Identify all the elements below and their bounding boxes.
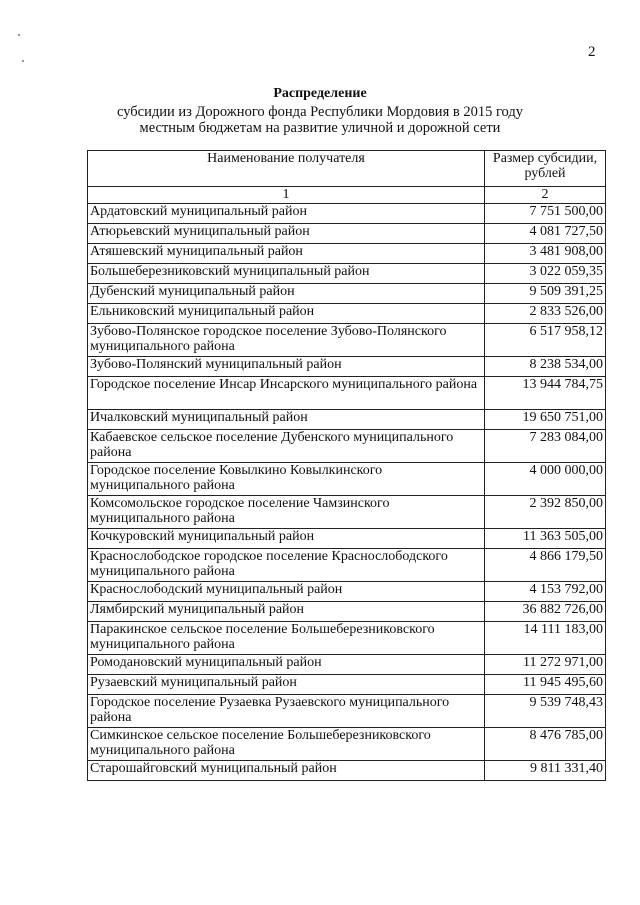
subsidy-amount: 2 392 850,00 [485, 496, 606, 529]
subsidy-amount: 11 272 971,00 [485, 655, 606, 675]
table-row [88, 675, 606, 695]
table-header-row [88, 151, 606, 187]
recipient-name: Атяшевский муниципальный район [88, 244, 485, 264]
table-row [88, 549, 606, 582]
subsidy-amount: 7 283 084,00 [485, 430, 606, 463]
recipient-name: Ардатовский муниципальный район [88, 204, 485, 224]
column-number: 1 [88, 187, 485, 204]
recipient-name: Паракинское сельское поселение Большеберезниковского муниципального района [88, 622, 485, 655]
recipient-name: Атюрьевский муниципальный район [88, 224, 485, 244]
recipient-name: Лямбирский муниципальный район [88, 602, 485, 622]
subsidy-amount: 11 945 495,60 [485, 675, 606, 695]
subsidy-amount: 4 081 727,50 [485, 224, 606, 244]
table-row [88, 244, 606, 264]
subtitle-line: местным бюджетам на развитие уличной и дорожной сети [139, 120, 501, 136]
table-row [88, 695, 606, 728]
table-row [88, 224, 606, 244]
table-row [88, 761, 606, 781]
table-row [88, 582, 606, 602]
table-row [88, 463, 606, 496]
recipient-name: Дубенский муниципальный район [88, 284, 485, 304]
subsidy-amount: 36 882 726,00 [485, 602, 606, 622]
recipient-name: Кабаевское сельское поселение Дубенского муниципального района [88, 430, 485, 463]
header-recipient-name: Наименование получателя [88, 151, 485, 187]
document-title: Распределение [273, 86, 367, 101]
scan-speck [18, 34, 20, 36]
recipient-name: Большеберезниковский муниципальный район [88, 264, 485, 284]
subsidy-amount: 9 811 331,40 [485, 761, 606, 781]
table-row [88, 204, 606, 224]
subsidy-amount: 2 833 526,00 [485, 304, 606, 324]
recipient-name: Городское поселение Рузаевка Рузаевского муниципального района [88, 695, 485, 728]
subsidy-amount: 19 650 751,00 [485, 410, 606, 430]
subsidy-amount: 14 111 183,00 [485, 622, 606, 655]
table-row [88, 357, 606, 377]
header-amount-line: Размер субсидии, [492, 151, 598, 166]
table-row [88, 304, 606, 324]
subtitle-line: субсидии из Дорожного фонда Республики Мордовия в 2015 году [117, 104, 523, 120]
header-subsidy-amount [485, 151, 606, 187]
recipient-name: Городское поселение Инсар Инсарского муниципального района [88, 377, 485, 410]
table-row [88, 622, 606, 655]
recipient-name: Симкинское сельское поселение Большеберезниковского муниципального района [88, 728, 485, 761]
subsidy-amount: 13 944 784,75 [485, 377, 606, 410]
header-amount-line: рублей [524, 166, 566, 181]
table-row [88, 410, 606, 430]
subsidy-amount: 7 751 500,00 [485, 204, 606, 224]
table-row [88, 284, 606, 304]
subsidy-amount: 6 517 958,12 [485, 324, 606, 357]
subsidy-table [87, 150, 606, 781]
subsidy-amount: 11 363 505,00 [485, 529, 606, 549]
recipient-name: Зубово-Полянское городское поселение Зубово-Полянского муниципального района [88, 324, 485, 357]
table-row [88, 430, 606, 463]
recipient-name: Ичалковский муниципальный район [88, 410, 485, 430]
subsidy-amount: 4 866 179,50 [485, 549, 606, 582]
table-row [88, 529, 606, 549]
subsidy-amount: 3 022 059,35 [485, 264, 606, 284]
column-number: 2 [485, 187, 606, 204]
page-number: 2 [588, 44, 596, 60]
recipient-name: Старошайговский муниципальный район [88, 761, 485, 781]
table-row [88, 602, 606, 622]
table-row [88, 264, 606, 284]
table-row [88, 496, 606, 529]
subsidy-amount: 4 153 792,00 [485, 582, 606, 602]
subsidy-amount: 9 539 748,43 [485, 695, 606, 728]
recipient-name: Рузаевский муниципальный район [88, 675, 485, 695]
subsidy-amount: 8 238 534,00 [485, 357, 606, 377]
document-subtitle [0, 104, 640, 136]
table-row [88, 655, 606, 675]
table-row [88, 324, 606, 357]
recipient-name: Зубово-Полянский муниципальный район [88, 357, 485, 377]
subsidy-amount: 3 481 908,00 [485, 244, 606, 264]
column-number-row [88, 187, 606, 204]
subsidy-amount: 4 000 000,00 [485, 463, 606, 496]
recipient-name: Комсомольское городское поселение Чамзинского муниципального района [88, 496, 485, 529]
recipient-name: Ельниковский муниципальный район [88, 304, 485, 324]
table-row [88, 728, 606, 761]
scan-speck [22, 60, 24, 62]
recipient-name: Краснослободское городское поселение Краснослободского муниципального района [88, 549, 485, 582]
subsidy-amount: 9 509 391,25 [485, 284, 606, 304]
table-row [88, 377, 606, 410]
recipient-name: Ромодановский муниципальный район [88, 655, 485, 675]
recipient-name: Городское поселение Ковылкино Ковылкинского муниципального района [88, 463, 485, 496]
table-body [88, 204, 606, 781]
subsidy-amount: 8 476 785,00 [485, 728, 606, 761]
recipient-name: Кочкуровский муниципальный район [88, 529, 485, 549]
recipient-name: Краснослободский муниципальный район [88, 582, 485, 602]
